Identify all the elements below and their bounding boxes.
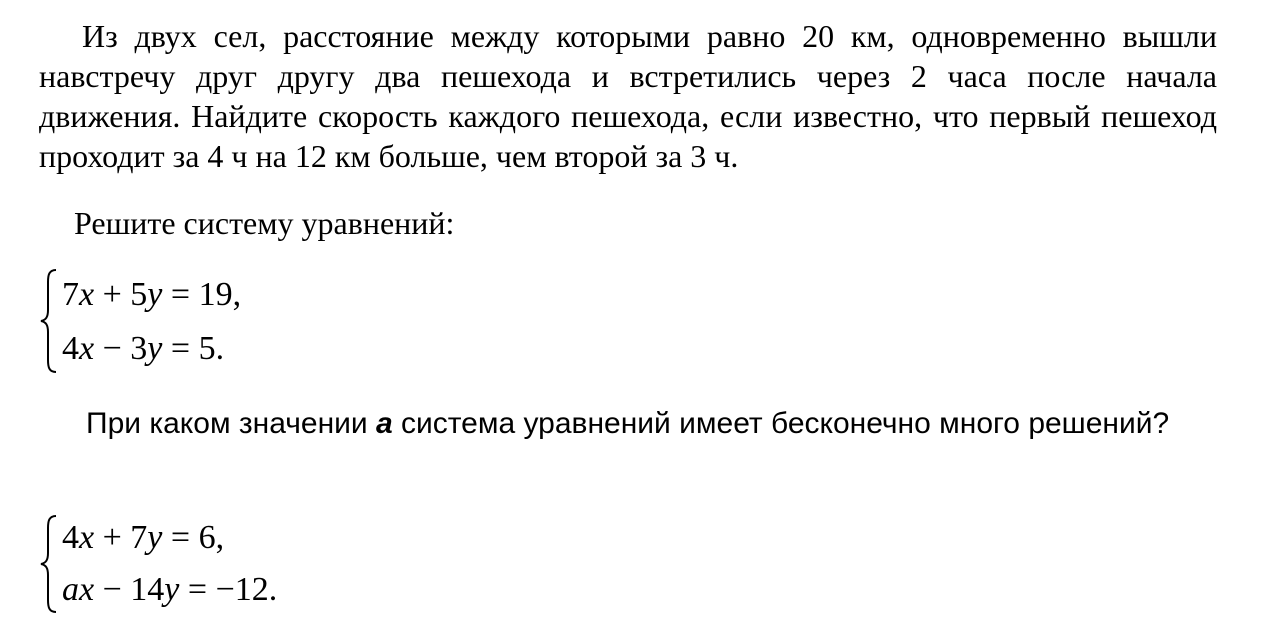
parameter-a: a bbox=[376, 407, 393, 440]
problem-2-heading: Решите систему уравнений: bbox=[74, 205, 455, 241]
equation-1b: 4x − 3y = 5. bbox=[62, 330, 225, 367]
curly-brace-icon bbox=[38, 266, 64, 376]
curly-brace-icon bbox=[38, 512, 64, 616]
problem-3-text-after: система уравнений имеет бесконечно много решений? bbox=[392, 407, 1170, 440]
equation-2b: ax − 14y = −12. bbox=[62, 571, 278, 608]
equation-system-2 bbox=[38, 512, 438, 616]
equation-1a: 7x + 5y = 19, bbox=[62, 276, 242, 313]
problem-3-text-before: При каком значении bbox=[86, 407, 376, 440]
equation-2a: 4x + 7y = 6, bbox=[62, 519, 225, 556]
problem-1-text: Из двух сел, расстояние между которыми равно 20 км, одновременно вышли навстречу друг другу два пешехода и встретились через 2 часа после начала движения. Найдите скорость каждого пешехода, если известно, что первый пешеход проходит за 4 ч на 12 км больше, чем второй за 3 ч. bbox=[39, 18, 1217, 174]
problem-3-text bbox=[39, 404, 1217, 444]
equation-system-1 bbox=[38, 266, 438, 376]
